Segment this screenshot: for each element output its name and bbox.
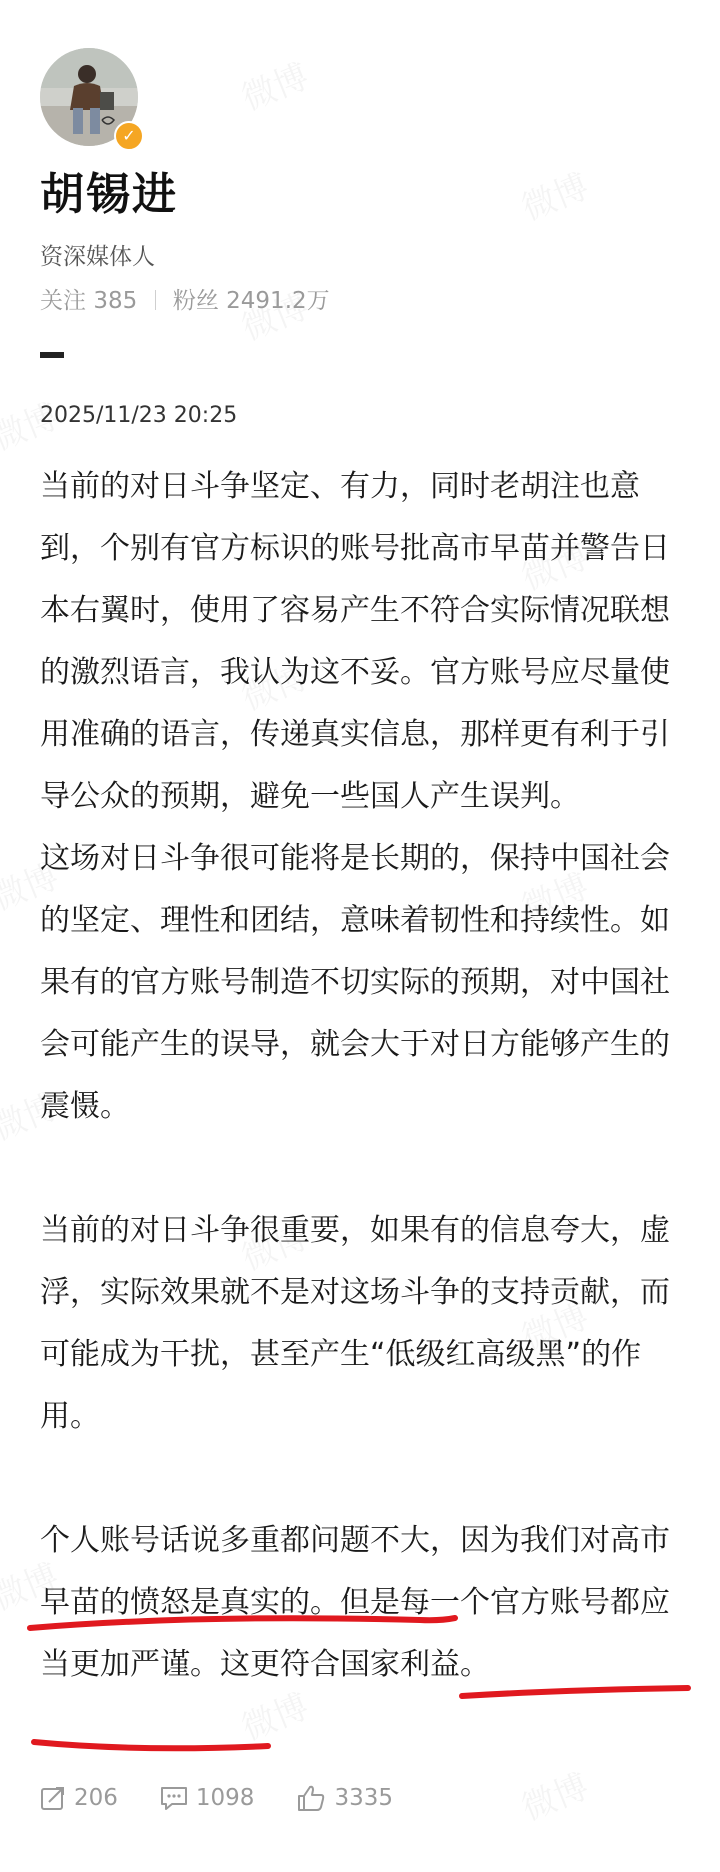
comment-icon <box>160 1785 188 1811</box>
comment-button[interactable] <box>160 1785 255 1811</box>
red-underline <box>34 1742 268 1748</box>
post-text-segment: ，因为我们对高市早苗的愤怒是真实的。但是 <box>40 1523 670 1620</box>
verified-badge-icon: ✓ <box>114 121 144 151</box>
user-name[interactable]: 胡锡进 <box>40 169 178 220</box>
user-title: 资深媒体人 <box>40 244 155 270</box>
watermark <box>233 49 314 120</box>
underlined-text: 个人账号话说多重都问题不大 <box>40 1523 430 1558</box>
thumbs-up-icon <box>296 1784 326 1812</box>
following-label[interactable]: 关注 <box>40 288 86 314</box>
stats-divider <box>155 290 156 310</box>
post-text-segment: 。这更符合国家利益。 <box>190 1647 490 1682</box>
repost-button[interactable] <box>40 1785 118 1811</box>
post-actions <box>40 1784 435 1812</box>
repost-count: 206 <box>74 1785 118 1811</box>
post-datetime: 2025/11/23 20:25 <box>40 403 238 428</box>
post-paragraph-2: 这场对日斗争很可能将是长期的，保持中国社会的坚定、理性和团结，意味着韧性和持续性。如果有的官方账号制造不切实际的预期，对中国社会可能产生的误导，就会大于对日方能够产生的震慑。 <box>40 841 670 1124</box>
paragraph-spacer <box>40 1138 690 1200</box>
watermark <box>513 1759 594 1830</box>
followers-label[interactable]: 粉丝 <box>172 288 219 314</box>
underlined-text: 每一个官方账号都应当更加严谨 <box>40 1585 670 1682</box>
post-paragraph-4 <box>40 1510 690 1696</box>
like-count: 3335 <box>334 1785 393 1811</box>
profile-stats <box>40 282 330 315</box>
post-paragraph-1: 当前的对日斗争坚定、有力，同时老胡注也意到，个别有官方标识的账号批高市早苗并警告日本右翼时，使用了容易产生不符合实际情况联想的激烈语言，我认为这不妥。官方账号应尽量使用准确的语言，传递真实信息，那样更有利于引导公众的预期，避免一些国人产生误判。 <box>40 469 670 814</box>
watermark <box>513 159 594 230</box>
paragraph-spacer <box>40 1448 690 1510</box>
comment-count: 1098 <box>195 1785 255 1811</box>
following-count[interactable]: 385 <box>93 288 138 314</box>
repost-icon <box>40 1785 66 1811</box>
followers-count[interactable]: 2491.2万 <box>226 288 330 314</box>
like-button[interactable] <box>296 1784 393 1812</box>
post-content <box>40 456 690 1696</box>
post-paragraph-3: 当前的对日斗争很重要，如果有的信息夸大，虚浮，实际效果就不是对这场斗争的支持贡献，而可能成为干扰，甚至产生“低级红高级黑”的作用。 <box>40 1213 670 1434</box>
divider-dash <box>40 352 64 358</box>
